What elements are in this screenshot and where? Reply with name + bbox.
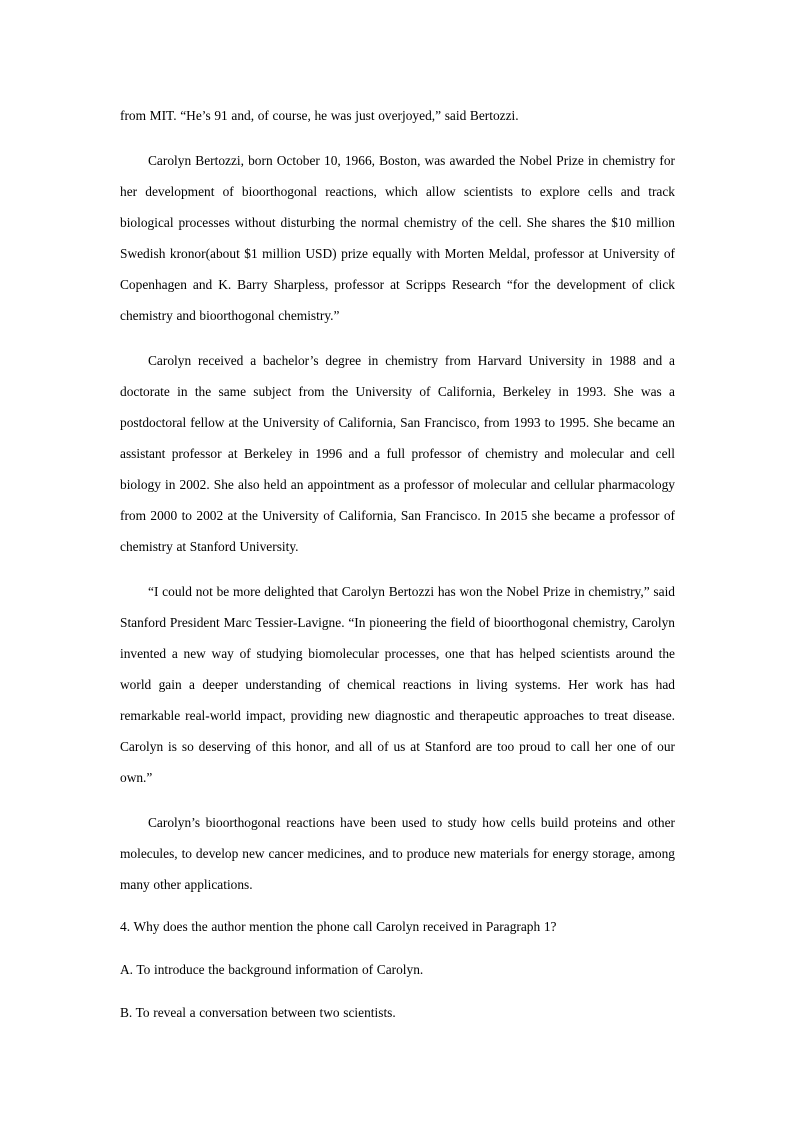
question-text: 4. Why does the author mention the phone call Carolyn received in Paragraph 1? [120,919,557,934]
paragraph-education: Carolyn received a bachelor’s degree in chemistry from Harvard University in 1988 and a doctorate in the same subject from the University of California, Berkeley in 1993. She was a postdoctoral fellow at the University of California, San Francisco, from 1993 to 1995. She became an assistant professor at Berkeley in 1996 and a full professor of chemistry and molecular and cell biology in 2002. She also held an appointment as a professor of molecular and cellular pharmacology from 2000 to 2002 at the University of California, San Francisco. In 2015 she became a professor of chemistry at Stanford University. [120,353,675,554]
document-body [120,100,675,1028]
option-a: A. To introduce the background information of Carolyn. [120,962,424,977]
option-b: B. To reveal a conversation between two scientists. [120,1005,396,1020]
paragraph-applications: Carolyn’s bioorthogonal reactions have been used to study how cells build proteins and other molecules, to develop new cancer medicines, and to produce new materials for energy storage, among many other applications. [120,815,675,892]
paragraph-president-quote: “I could not be more delighted that Carolyn Bertozzi has won the Nobel Prize in chemistry,” said Stanford President Marc Tessier-Lavigne. “In pioneering the field of bioorthogonal chemistry, Carolyn invented a new way of studying biomolecular processes, one that has helped scientists around the world gain a deeper understanding of chemical reactions in living systems. Her work has had remarkable real-world impact, providing new diagnostic and therapeutic approaches to treat disease. Carolyn is so deserving of this honor, and all of us at Stanford are too proud to call her one of our own.” [120,584,675,785]
paragraph-nobel-award: Carolyn Bertozzi, born October 10, 1966, Boston, was awarded the Nobel Prize in chemistry for her development of bioorthogonal reactions, which allow scientists to explore cells and track biological processes without disturbing the normal chemistry of the cell. She shares the $10 million Swedish kronor(about $1 million USD) prize equally with Morten Meldal, professor at University of Copenhagen and K. Barry Sharpless, professor at Scripps Research “for the development of click chemistry and bioorthogonal chemistry.” [120,153,675,323]
paragraph-continued: from MIT. “He’s 91 and, of course, he was just overjoyed,” said Bertozzi. [120,108,519,123]
